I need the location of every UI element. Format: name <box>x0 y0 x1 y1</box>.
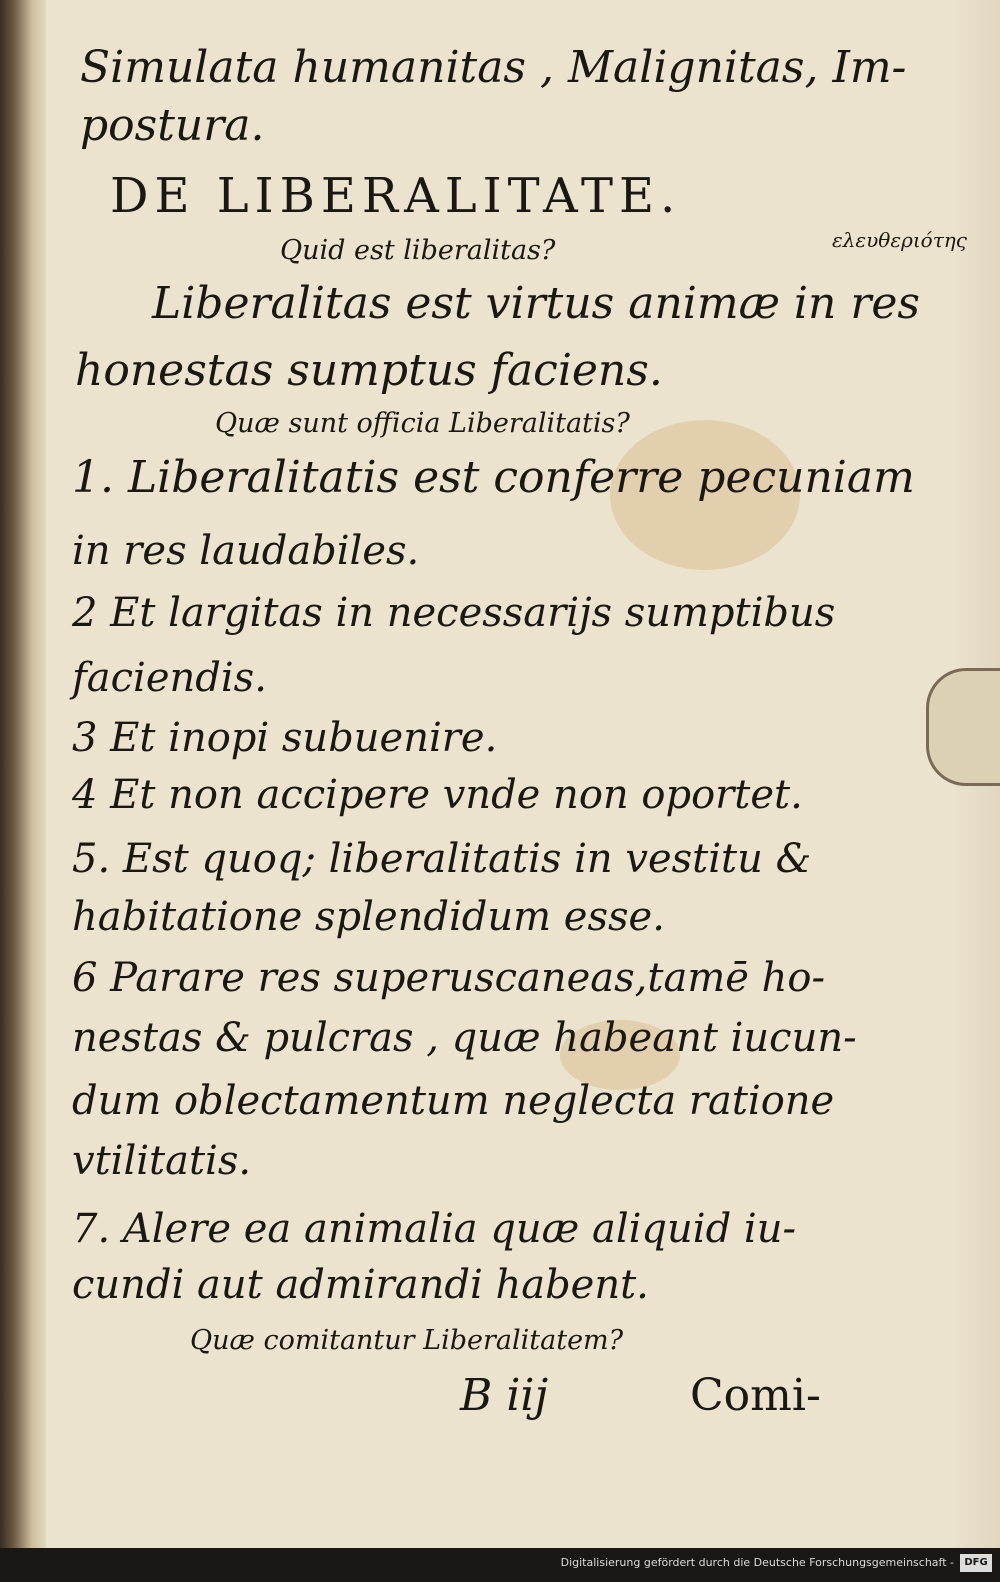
text-line: 6 Parare res superuscaneas,tamē ho- <box>72 955 825 1001</box>
footer-credit: Digitalisierung gefördert durch die Deutsche Forschungsgemeinschaft - <box>560 1556 954 1569</box>
question-line: Quid est liberalitas? <box>280 235 556 266</box>
text-line: 5. Est quoq; liberalitatis in vestitu & <box>72 836 812 882</box>
question-line: Quæ comitantur Liberalitatem? <box>190 1325 624 1356</box>
text-line: in res laudabiles. <box>72 528 420 574</box>
text-line: 7. Alere ea animalia quæ aliquid iu- <box>72 1206 796 1252</box>
section-heading: DE LIBERALITATE. <box>110 168 682 224</box>
text-line: postura. <box>80 100 265 151</box>
bookmark-tab <box>926 668 1000 786</box>
text-line: honestas sumptus faciens. <box>75 345 663 396</box>
footer-bar <box>0 1548 1000 1582</box>
signature-mark: B iij <box>460 1370 549 1421</box>
text-line: vtilitatis. <box>72 1138 252 1184</box>
text-line: 3 Et inopi subuenire. <box>72 715 498 761</box>
text-line: Simulata humanitas , Malignitas, Im- <box>80 42 907 93</box>
text-line: habitatione splendidum esse. <box>72 894 665 940</box>
text-line: 2 Et largitas in necessarijs sumptibus <box>72 590 836 636</box>
text-line: nestas & pulcras , quæ habeant iucun- <box>72 1015 857 1061</box>
dfg-logo: DFG <box>960 1554 992 1572</box>
margin-note: ελευθεριότης <box>832 228 967 252</box>
book-gutter <box>0 0 46 1548</box>
catchword: Comi- <box>690 1370 821 1421</box>
text-line: 4 Et non accipere vnde non oportet. <box>72 772 803 818</box>
text-line: faciendis. <box>72 655 267 701</box>
question-line: Quæ sunt officia Liberalitatis? <box>215 408 630 439</box>
text-line: 1. Liberalitatis est conferre pecuniam <box>72 452 915 503</box>
text-line: cundi aut admirandi habent. <box>72 1262 649 1308</box>
text-line: dum oblectamentum neglecta ratione <box>72 1078 835 1124</box>
text-line: Liberalitas est virtus animæ in res <box>152 278 920 329</box>
